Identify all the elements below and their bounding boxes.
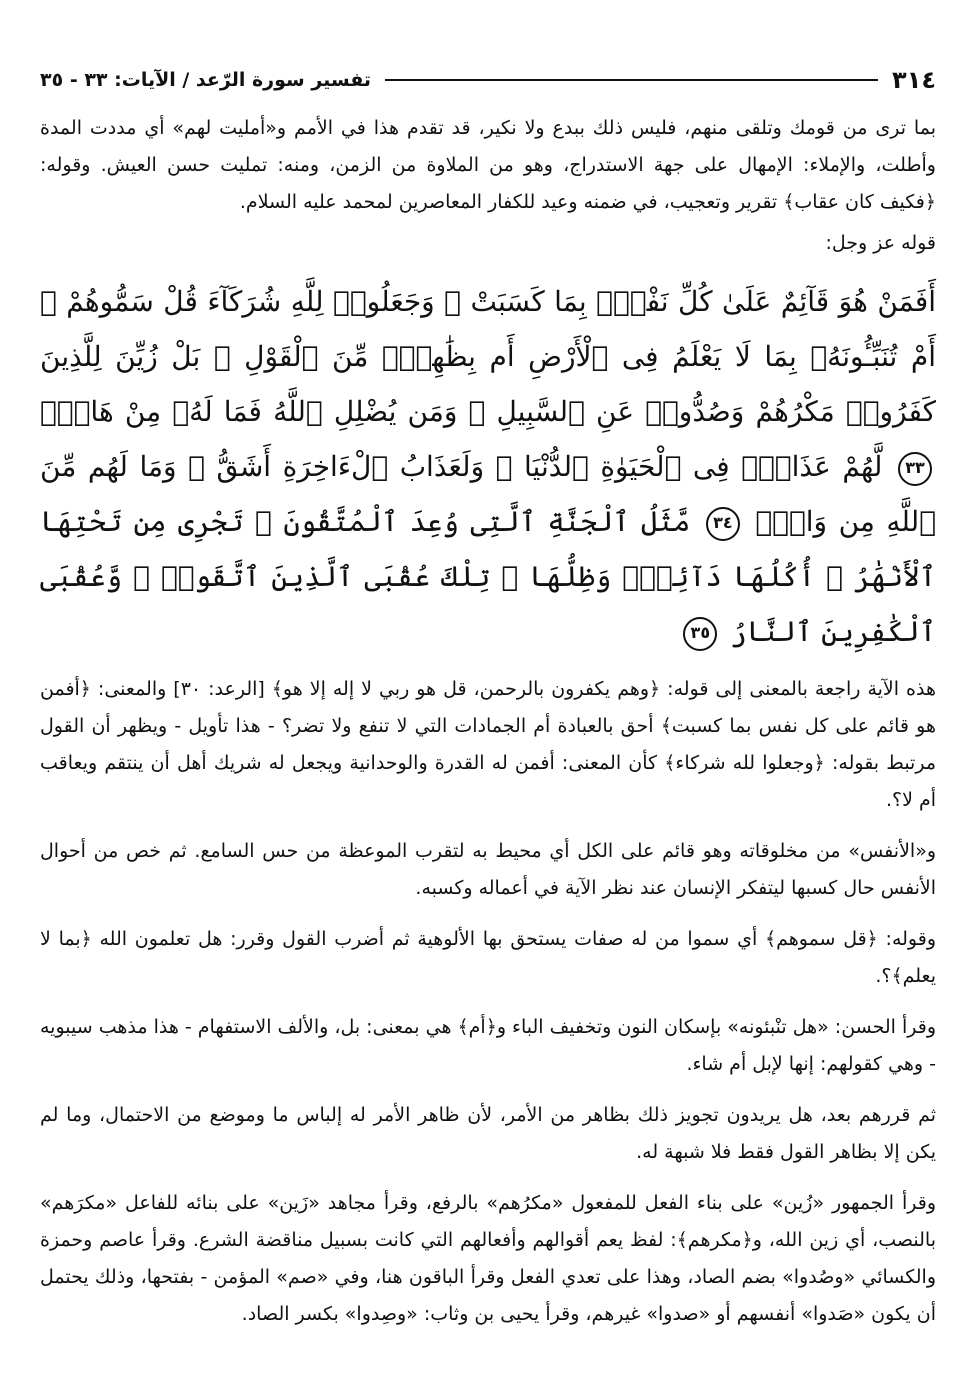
ayah-marker-35: ٣٥ bbox=[683, 617, 717, 651]
verse-33-text: أَفَمَنْ هُوَ قَآئِمٌ عَلَىٰ كُلِّ نَفْسٍۢ بِمَا كَسَبَتْ ۗ وَجَعَلُوا۟ لِلَّهِ شُرَكَآءَ قُلْ سَمُّوهُمْ ۚ أَمْ تُنَبِّـُٔونَهُۥ بِمَا لَا يَعْلَمُ فِى ٱلْأَرْضِ أَم بِظَٰهِرٍۢ مِّنَ ٱلْقَوْلِ ۗ بَلْ زُيِّنَ لِلَّذِينَ كَفَرُوا۟ مَكْرُهُمْ وَصُدُّوا۟ عَنِ ٱلسَّبِيلِ ۗ وَمَن يُضْلِلِ ٱللَّهُ فَمَا لَهُۥ مِنْ هَادٍۢ bbox=[40, 285, 936, 428]
page-header bbox=[40, 60, 936, 100]
paragraph-3: و«الأنفس» من مخلوقاته وهو قائم على الكل أي محيط به لتقرب الموعظة من حس السامع. ثم خص من أحوال الأنفس حال كسبها ليتفكر الإنسان عند نظر الآية في أعماله وكسبه. bbox=[40, 840, 936, 899]
verse-35-text: مَّثَلُ ٱلْجَنَّةِ ٱلَّتِى وُعِدَ ٱلْمُتَّقُونَ ۖ تَجْرِى مِن تَحْتِهَا ٱلْأَنْهَٰرُ ۖ أُكُلُهَا دَآئِمٌۭ وَظِلُّهَا ۚ تِلْكَ عُقْبَى ٱلَّذِينَ ٱتَّقَوا۟ ۖ وَّعُقْبَى ٱلْكَٰفِرِينَ ٱلنَّارُ bbox=[40, 505, 936, 648]
ayah-marker-34: ٣٤ bbox=[706, 507, 740, 541]
page-number: ٣١٤ bbox=[892, 66, 936, 94]
running-title: تفسير سورة الرّعد / الآيات: ٣٣ - ٣٥ bbox=[40, 69, 372, 91]
paragraph-4: وقوله: ﴿قل سموهم﴾ أي سموا من له صفات يستحق بها الألوهية ثم أضرب القول وقرر: هل تعلمون الله ﴿بما لا يعلم﴾؟. bbox=[40, 928, 936, 987]
paragraph-7: وقرأ الجمهور «زُين» على بناء الفعل للمفعول «مكرُهم» بالرفع، وقرأ مجاهد «زَين» على بنائه للفاعل «مكرَهم» بالنصب، أي زين الله، و﴿مكرهم﴾: لفظ يعم أقوالهم وأفعالهم التي كانت بسبيل مناقضة الشرع. وقرأ عاصم وحمزة والكسائي «وصُدوا» بضم الصاد، وهذا على تعدي الفعل وقرأ الباقون هنا، وفي «صم» المؤمن - بفتحها، وذلك يحتمل أن يكون «صَدوا» أنفسهم أو «صدوا» غيرهم، وقرأ يحيى بن وثاب: «وصِدوا» بكسر الصاد. bbox=[40, 1192, 936, 1325]
document-page bbox=[40, 60, 936, 1380]
quran-verse-block bbox=[40, 274, 936, 659]
paragraph-2: هذه الآية راجعة بالمعنى إلى قوله: ﴿وهم يكفرون بالرحمن، قل هو ربي لا إله إلا هو﴾ [الرعد: ٣٠] والمعنى: ﴿أفمن هو قائم على كل نفس بما كسبت﴾ أحق بالعبادة أم الجمادات التي لا تنفع ولا تضر؟ - هذا تأويل - ويظهر أن القول مرتبط بقوله: ﴿وجعلوا لله شركاء﴾ كأن المعنى: أفمن له القدرة والوحدانية ويجعل له شريك أهل أن ينتقم ويعاقب أم لا؟. bbox=[40, 678, 936, 811]
ayah-marker-33: ٣٣ bbox=[898, 452, 932, 486]
verse-intro: قوله عز وجل: bbox=[825, 232, 936, 254]
paragraph-1: بما ترى من قومك وتلقى منهم، فليس ذلك ببدع ولا نكير، قد تقدم هذا في الأمم و«أمليت لهم» أي مددت المدة وأطلت، والإملاء: الإمهال على جهة الاستدراج، وهو من الملاوة من الزمن، ومنه: تمليت حسن العيش. وقوله: ﴿فكيف كان عقاب﴾ تقرير وتعجيب، في ضمنه وعيد للكفار المعاصرين لمحمد عليه السلام. bbox=[40, 117, 936, 213]
paragraph-5: وقرأ الحسن: «هل تنْبئونه» بإسكان النون وتخفيف الباء و﴿أم﴾ هي بمعنى: بل، والألف الاستفهام - هذا مذهب سيبويه - وهي كقولهم: إنها لإبل أم شاء. bbox=[40, 1016, 936, 1075]
verse-34-text: لَّهُمْ عَذَابٌۭ فِى ٱلْحَيَوٰةِ ٱلدُّنْيَا ۖ وَلَعَذَابُ ٱلْءَاخِرَةِ أَشَقُّ ۖ وَمَا لَهُم مِّنَ ٱللَّهِ مِن وَاقٍۢ bbox=[40, 450, 937, 538]
paragraph-6: ثم قررهم بعد، هل يريدون تجويز ذلك بظاهر من الأمر، لأن ظاهر الأمر له إلباس ما وموضع من الاحتمال، وما لم يكن إلا بظاهر القول فقط فلا شبهة له. bbox=[40, 1104, 936, 1163]
header-rule bbox=[385, 79, 878, 81]
